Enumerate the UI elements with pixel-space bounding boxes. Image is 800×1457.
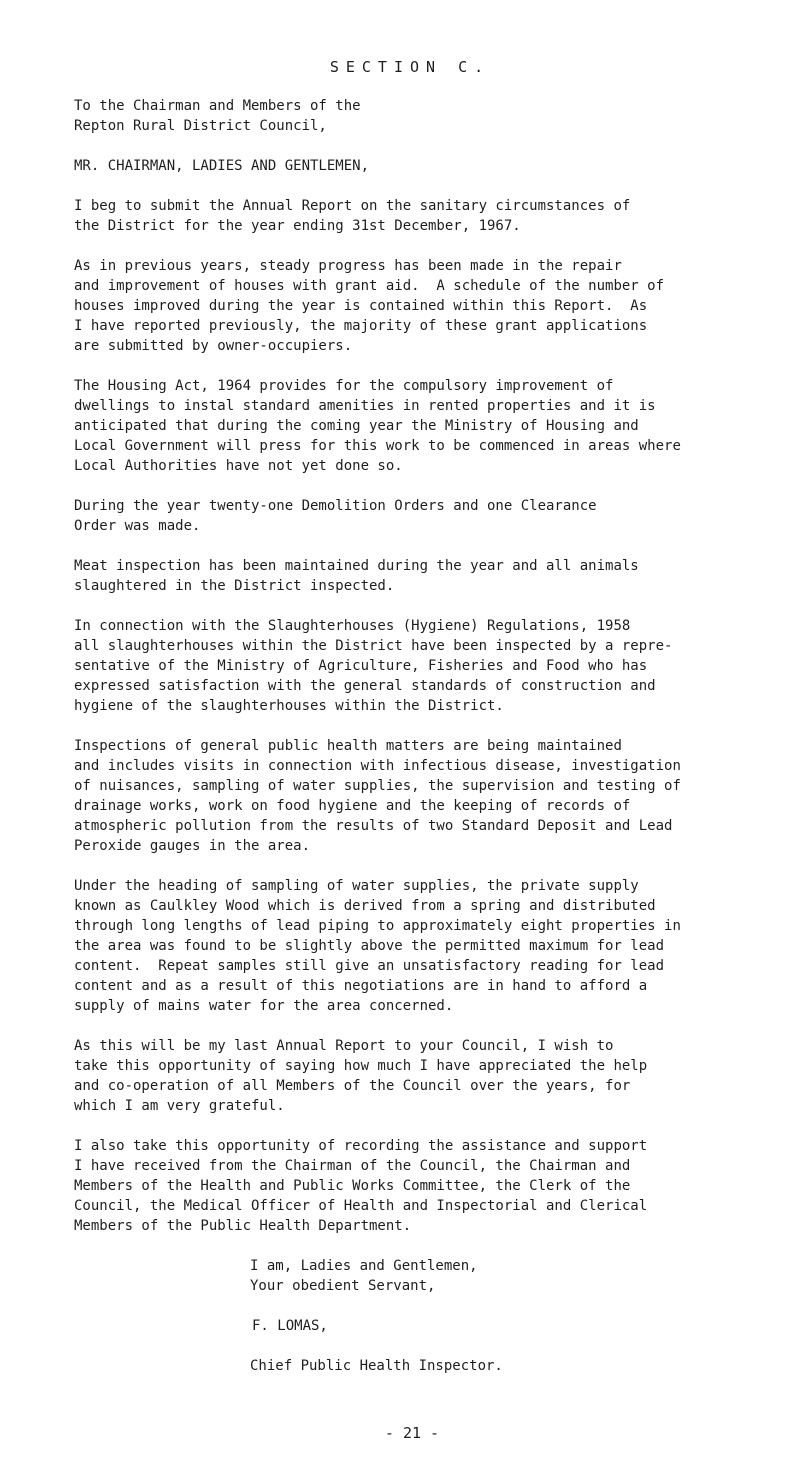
paragraph-line: In connection with the Slaughterhouses (Hygiene) Regulations, 1958: [74, 618, 631, 634]
paragraph-line: and includes visits in connection with infectious disease, investigation: [74, 758, 681, 774]
paragraph-line: Inspections of general public health matters are being maintained: [74, 738, 622, 754]
paragraph-line: Local Authorities have not yet done so.: [74, 458, 403, 474]
paragraph-line: supply of mains water for the area concerned.: [74, 998, 454, 1014]
paragraph-line: dwellings to instal standard amenities in rented properties and it is: [74, 398, 656, 414]
paragraph: [74, 1136, 774, 1236]
paragraph-line: I beg to submit the Annual Report on the sanitary circumstances of: [74, 198, 631, 214]
section-heading: SECTION C.: [329, 58, 491, 76]
salutation-block: [74, 156, 774, 176]
paragraph-line: houses improved during the year is contained within this Report. As: [74, 298, 648, 314]
paragraph-line: I also take this opportunity of recording the assistance and support: [74, 1138, 648, 1154]
signature-name-block: [250, 1316, 774, 1336]
paragraph-line: the District for the year ending 31st December, 1967.: [74, 218, 521, 234]
letter-body: [74, 96, 774, 1396]
signature-name: F. LOMAS,: [252, 1318, 328, 1334]
paragraph-line: the area was found to be slightly above the permitted maximum for lead: [74, 938, 665, 954]
paragraph: [74, 616, 774, 716]
paragraph: [74, 736, 774, 856]
paragraph-line: The Housing Act, 1964 provides for the compulsory improvement of: [74, 378, 614, 394]
paragraph: [74, 876, 774, 1016]
paragraph-line: Meat inspection has been maintained during the year and all animals: [74, 558, 639, 574]
paragraph-line: hygiene of the slaughterhouses within the District.: [74, 698, 504, 714]
paragraph-line: drainage works, work on food hygiene and the keeping of records of: [74, 798, 631, 814]
paragraph-line: During the year twenty-one Demolition Orders and one Clearance: [74, 498, 597, 514]
paragraph-line: are submitted by owner-occupiers.: [74, 338, 353, 354]
paragraph-line: content. Repeat samples still give an unsatisfactory reading for lead: [74, 958, 665, 974]
paragraph-line: known as Caulkley Wood which is derived from a spring and distributed: [74, 898, 656, 914]
paragraph-line: Under the heading of sampling of water supplies, the private supply: [74, 878, 639, 894]
paragraph-line: Peroxide gauges in the area.: [74, 838, 311, 854]
paragraph-line: and improvement of houses with grant aid. A schedule of the number of: [74, 278, 665, 294]
paragraph-line: atmospheric pollution from the results of two Standard Deposit and Lead: [74, 818, 673, 834]
addressee: [74, 96, 774, 136]
paragraph: [74, 496, 774, 536]
paragraph-line: Members of the Health and Public Works Committee, the Clerk of the: [74, 1178, 631, 1194]
paragraph-line: Order was made.: [74, 518, 201, 534]
paragraph-line: through long lengths of lead piping to approximately eight properties in: [74, 918, 681, 934]
paragraph: [74, 256, 774, 356]
closing-line: Your obedient Servant,: [250, 1278, 436, 1294]
paragraph-line: anticipated that during the coming year the Ministry of Housing and: [74, 418, 639, 434]
closing: [250, 1256, 774, 1296]
paragraph-line: Local Government will press for this work to be commenced in areas where: [74, 438, 681, 454]
paragraph-line: which I am very grateful.: [74, 1098, 285, 1114]
paragraph-line: As this will be my last Annual Report to your Council, I wish to: [74, 1038, 614, 1054]
signature-title: Chief Public Health Inspector.: [250, 1358, 503, 1374]
signature-title-block: [250, 1356, 774, 1376]
paragraph-line: take this opportunity of saying how much I have appreciated the help: [74, 1058, 648, 1074]
paragraph-line: and co-operation of all Members of the Council over the years, for: [74, 1078, 631, 1094]
paragraph-line: Council, the Medical Officer of Health and Inspectorial and Clerical: [74, 1198, 648, 1214]
closing-line: I am, Ladies and Gentlemen,: [250, 1258, 478, 1274]
paragraph-line: sentative of the Ministry of Agriculture, Fisheries and Food who has: [74, 658, 648, 674]
paragraph: [74, 196, 774, 236]
paragraph-line: all slaughterhouses within the District have been inspected by a repre-: [74, 638, 673, 654]
page-number: - 21 -: [384, 1424, 440, 1442]
paragraph-line: slaughtered in the District inspected.: [74, 578, 395, 594]
paragraph-line: I have reported previously, the majority of these grant applications: [74, 318, 648, 334]
paragraph-line: of nuisances, sampling of water supplies, the supervision and testing of: [74, 778, 681, 794]
paragraph-line: expressed satisfaction with the general standards of construction and: [74, 678, 656, 694]
addressee-line: Repton Rural District Council,: [74, 118, 327, 134]
paragraph: [74, 376, 774, 476]
paragraph-line: content and as a result of this negotiations are in hand to afford a: [74, 978, 648, 994]
paragraph-line: As in previous years, steady progress has been made in the repair: [74, 258, 622, 274]
paragraph: [74, 1036, 774, 1116]
paragraph-line: Members of the Public Health Department.: [74, 1218, 412, 1234]
paragraph-line: I have received from the Chairman of the Council, the Chairman and: [74, 1158, 631, 1174]
salutation: MR. CHAIRMAN, LADIES AND GENTLEMEN,: [74, 158, 370, 174]
paragraph: [74, 556, 774, 596]
addressee-line: To the Chairman and Members of the: [74, 98, 361, 114]
paragraphs: [74, 196, 774, 1236]
